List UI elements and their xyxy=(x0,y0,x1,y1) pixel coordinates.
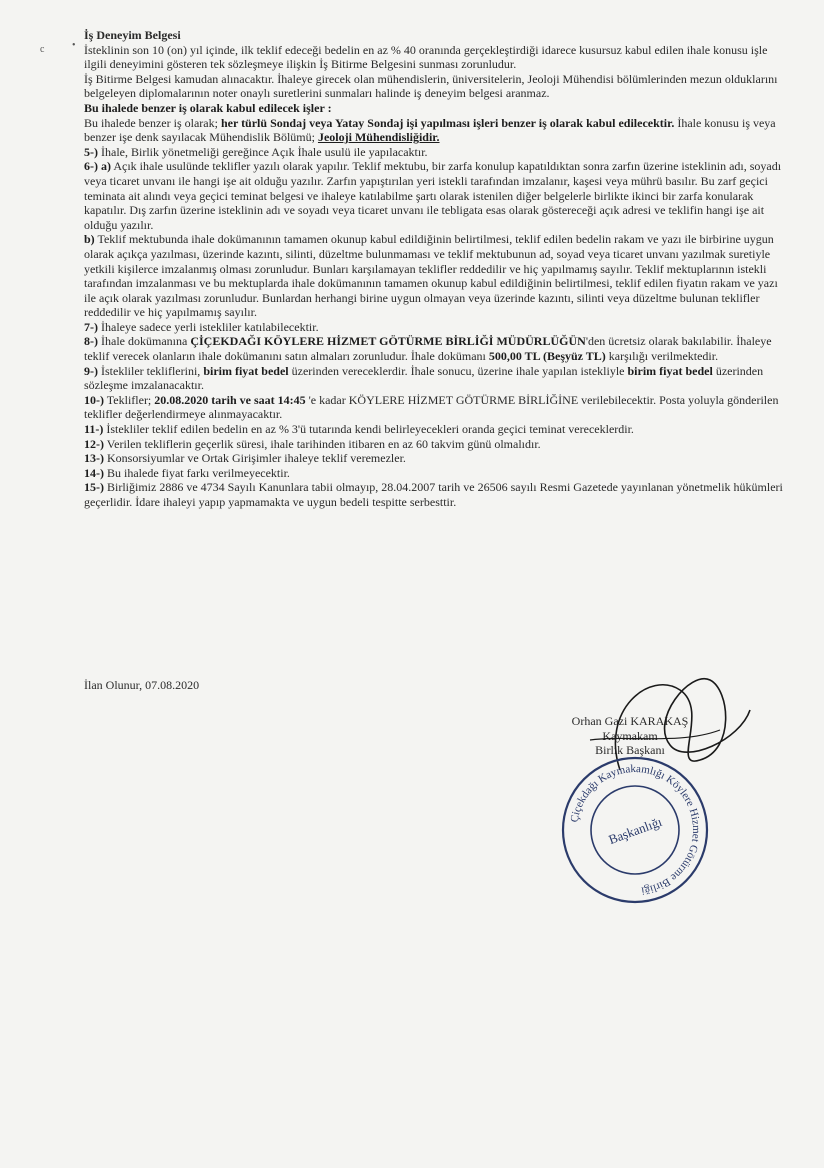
item-text: İhaleye sadece yerli istekliler katılabilecektir. xyxy=(101,319,319,334)
item-9 xyxy=(84,364,784,393)
bold-text: her türlü Sondaj veya Yatay Sondaj işi yapılması işleri benzer iş olarak kabul edilecektir. xyxy=(220,115,675,130)
item-text: üzerinden vereceklerdir. İhale sonucu, üzerine ihale yapılan istekliyle xyxy=(291,363,625,378)
item-number: 7-) xyxy=(84,319,98,334)
item-text: Konsorsiyumlar ve Ortak Girişimler ihaleye teklif veremezler. xyxy=(107,451,406,466)
item-text: 'den ücretsiz olarak bakılabilir. İhaleye teklif verecek olanların ihale dokümanını satın almaları zorunludur. İhale dokümanı xyxy=(84,334,772,364)
item-8 xyxy=(84,334,784,363)
scan-mark: c xyxy=(40,44,45,55)
item-number: 5-) xyxy=(84,144,98,159)
item-text: Birliğimiz 2886 ve 4734 Sayılı Kanunlara tabii olmayıp, 28.04.2007 tarih ve 26506 sayılı Resmi Gazetede yayınlanan yönetmelik hükümleri geçerlidir. İdare ihaleyi yapıp yapmamakta ve uygun bedeli tespitte serbesttir. xyxy=(84,480,783,509)
item-14 xyxy=(84,466,784,481)
seal-ring-text: Çiçekdağı Kaymakamlığı Köylere Hizmet Götürme Birliği xyxy=(568,762,703,897)
item-text: Bu ihalede fiyat farkı verilmeyecektir. xyxy=(107,465,290,480)
department-name: Jeoloji Mühendisliğidir. xyxy=(317,130,440,145)
item-5 xyxy=(84,145,784,160)
item-12 xyxy=(84,437,784,452)
text: İhale konusu iş veya benzer işe denk sayılacak Mühendislik Bölümü; xyxy=(84,115,776,145)
document-price: 500,00 TL (Beşyüz TL) xyxy=(488,349,606,364)
item-number: 14-) xyxy=(84,465,104,480)
item-text: karşılığı verilmektedir. xyxy=(608,349,719,364)
item-text: üzerinden sözleşme imzalanacaktır. xyxy=(84,363,764,393)
item-number: 9-) xyxy=(84,363,98,378)
item-number: 13-) xyxy=(84,451,104,466)
item-6b xyxy=(84,232,784,320)
item-10 xyxy=(84,393,784,422)
signatory-role: Birlik Başkanı xyxy=(595,743,665,757)
paragraph: İsteklinin son 10 (on) yıl içinde, ilk teklif edeceği bedelin en az % 40 oranında gerçekleştirdiği idarece kusursuz kabul edilen ihale konusu işle ilgili deneyimini gösteren tek sözleşmeye ilişkin İş Bitirme Belgesini sunması zorunludur. xyxy=(84,42,768,72)
item-15 xyxy=(84,480,784,509)
item-number: b) xyxy=(84,232,95,247)
item-7 xyxy=(84,320,784,335)
item-text: İstekliler tekliflerini, xyxy=(101,363,201,378)
official-seal xyxy=(560,755,710,905)
item-text: Teklifler; xyxy=(106,392,152,407)
signatory-name: Orhan Gazi KARAKAŞ xyxy=(571,714,689,728)
scan-dot: • xyxy=(72,40,76,51)
item-6a xyxy=(84,159,784,232)
item-13 xyxy=(84,451,784,466)
document-body xyxy=(84,28,784,510)
item-number: 8-) xyxy=(84,334,98,349)
item-text: Teklif mektubunda ihale dokümanının tamamen okunup kabul edildiğinin belirtilmesi, teklif edilen bedelin rakam ve yazı ile birbirine uygun olarak açıkça yazılması, üzerinde kazıntı, silinti, düzeltme bulunmaması ve teklif mektubunun ad, soyad veya ticaret unvanı yazılmak suretiyle yetkili kişilerce imzalanmış olması zorunludur. Bunları karşılamayan teklifler reddedilir ve hiç yapılmamış sayılır. Teklif mektuplarının istekli tarafından imzalanması ve bu mektuplarda ihale dokümanının tamamen okunup kabul edildiğinin belirtilmesi, teklif edilen fiyatın rakam ve yazı ile açık olarak yazılması zorunludur. Bunlardan herhangi birine uygun olmayan veya üzerinde kazıntı, silinti veya düzeltme bulunan teklifler reddedilir ve hiç yapılmamış sayılır. xyxy=(84,232,778,320)
paragraph: İş Bitirme Belgesi kamudan alınacaktır. İhaleye girecek olan mühendislerin, üniversitelerin, Jeoloji Mühendisi bölümlerinden mezun olduklarını belgeleyen diplomalarının noter onaylı suretlerini sunmaları halinde iş deneyim belgesi aranmaz. xyxy=(84,71,778,101)
item-number: 10-) xyxy=(84,392,104,407)
item-11 xyxy=(84,422,784,437)
item-number: 15-) xyxy=(84,480,104,495)
bold-text: birim fiyat bedel xyxy=(627,363,713,378)
organization-name: ÇİÇEKDAĞI KÖYLERE HİZMET GÖTÜRME BİRLİĞİ MÜDÜRLÜĞÜN xyxy=(190,334,586,349)
item-text: 'e kadar KÖYLERE HİZMET GÖTÜRME BİRLİĞİNE verilebilecektir. Posta yoluyla gönderilen teklifler değerlendirmeye alınmayacaktır. xyxy=(84,392,779,422)
announcement-date: İlan Olunur, 07.08.2020 xyxy=(84,678,200,692)
item-text: Açık ihale usulünde teklifler yazılı olarak yapılır. Teklif mektubu, bir zarfa konulup kapatıldıktan sonra zarfın üzerine isteklinin adı, soyadı veya ticaret unvanı ile hangi işe ait olduğu yazılır. Zarfın yapıştırılan yeri istekli tarafından imzalanır, kaşesi veya mührü basılır. Bu zarf geçici teminata ait alındı veya geçici teminat belgesi ve ihaleye katılabilme şartı olarak istenilen diğer belgelerle birlikte ikinci bir zarfa konularak kapatılır. Dış zarfın üzerine isteklinin adı ve soyadı veya ticaret unvanı ile tebligata esas olarak göstereceği açık adresi ve teklifin hangi işe ait olduğu yazılır. xyxy=(84,159,782,232)
item-text: İhale, Birlik yönetmeliği gereğince Açık İhale usulü ile yapılacaktır. xyxy=(101,144,428,159)
seal-center-text: Başkanlığı xyxy=(606,813,664,848)
text: Bu ihalede benzer iş olarak; xyxy=(84,115,218,130)
item-text: İhale dokümanına xyxy=(101,334,188,349)
item-number: 6-) a) xyxy=(84,159,111,174)
item-text: İstekliler teklif edilen bedelin en az % 3'ü tutarında kendi belirleyecekleri oranda geçici teminat vereceklerdir. xyxy=(106,422,634,437)
deadline: 20.08.2020 tarih ve saat 14:45 xyxy=(154,392,306,407)
item-number: 11-) xyxy=(84,422,104,437)
signatory-title: Kaymakam xyxy=(602,728,658,743)
item-number: 12-) xyxy=(84,436,104,451)
similar-work-paragraph xyxy=(84,116,784,145)
similar-work-heading: Bu ihalede benzer iş olarak kabul edilecek işler : xyxy=(84,100,332,115)
item-text: Verilen tekliflerin geçerlik süresi, ihale tarihinden itibaren en az 60 takvim günü olmalıdır. xyxy=(106,436,541,451)
section-heading: İş Deneyim Belgesi xyxy=(84,28,181,42)
bold-text: birim fiyat bedel xyxy=(203,363,289,378)
